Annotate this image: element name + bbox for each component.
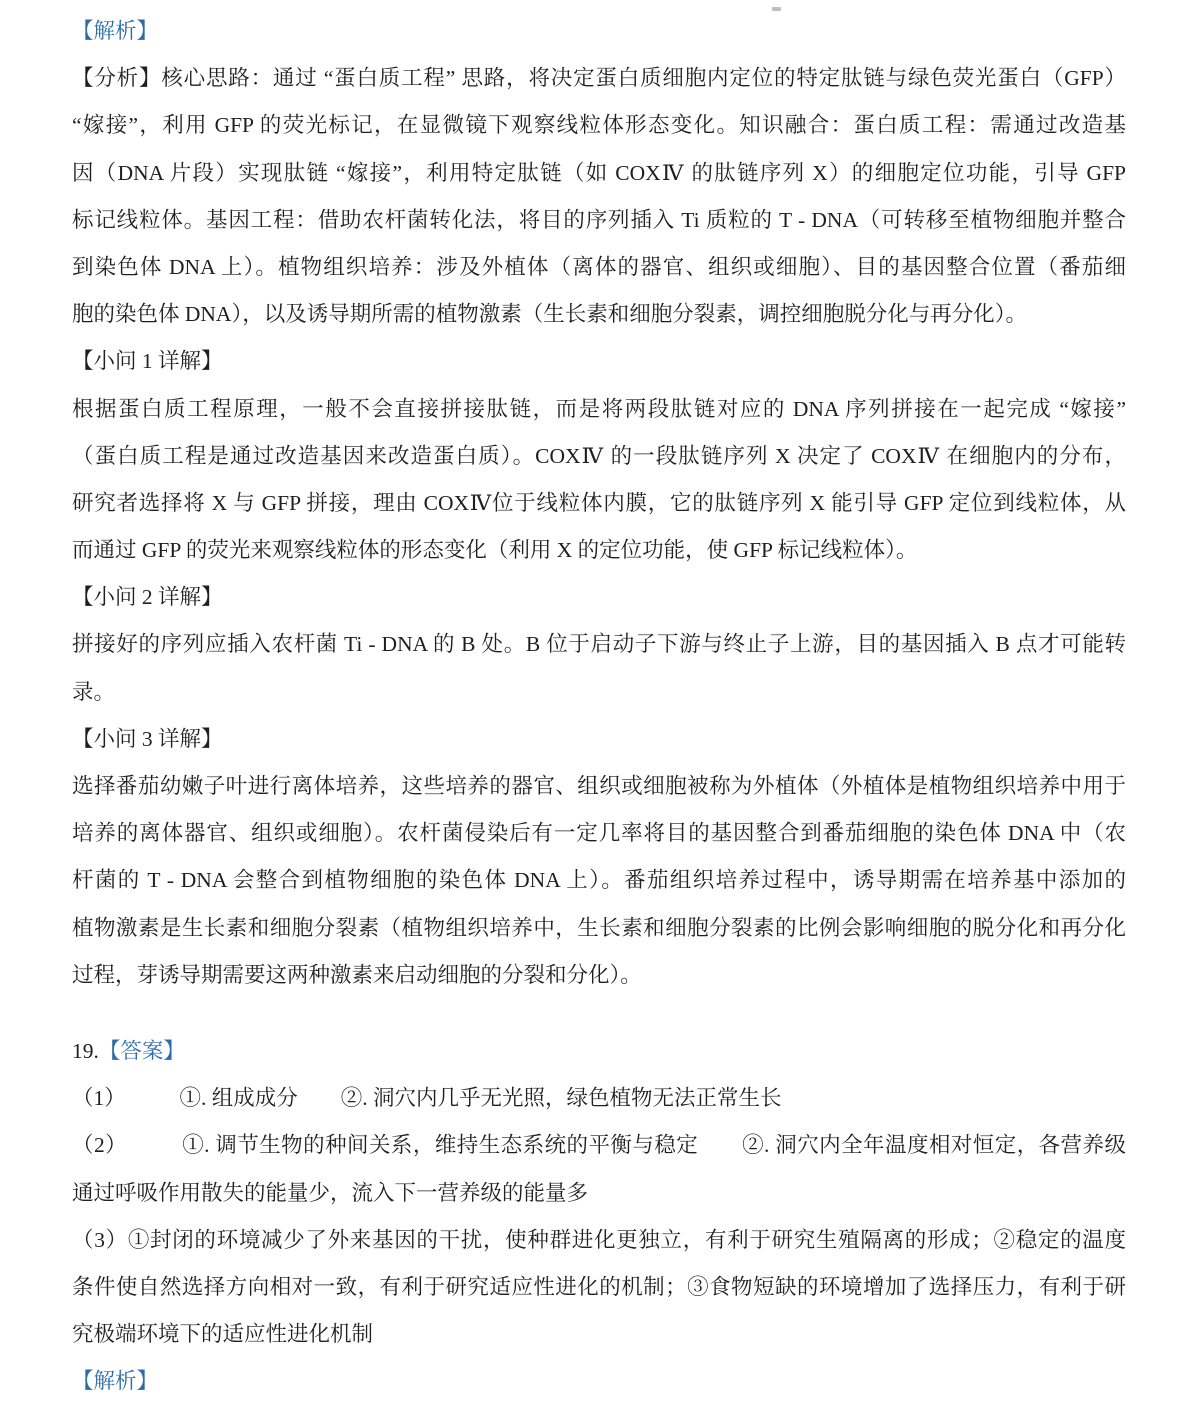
answer-3-line: 究极端环境下的适应性进化机制 [72, 1322, 374, 1347]
section-jiexi-bottom: 【解析】 [72, 1369, 159, 1394]
subquestion-1-line: （蛋白质工程是通过改造基因来改造蛋白质）。COXⅣ 的一段肽链序列 X 决定了 COXⅣ 在细胞内的分布， [72, 443, 1126, 468]
subquestion-2-heading: 【小问 2 详解】 [72, 585, 223, 610]
question-19-answer-heading [72, 1028, 1126, 1075]
answer-1-line: （1） ①. 组成成分 ②. 洞穴内几乎无光照，绿色植物无法正常生长 [72, 1086, 782, 1111]
document-page [72, 0, 1126, 1405]
answer-2-line: 通过呼吸作用散失的能量少，流入下一营养级的能量多 [72, 1180, 589, 1205]
subquestion-2-line: 录。 [72, 679, 116, 704]
subquestion-3-line: 培养的离体器官、组织或细胞）。农杆菌侵染后有一定几率将目的基因整合到番茄细胞的染色体 DNA 中（农 [72, 821, 1126, 846]
section-jiexi-top: 【解析】 [72, 19, 159, 43]
subquestion-3-line: 过程，芽诱导期需要这两种激素来启动细胞的分裂和分化）。 [72, 962, 642, 987]
analysis-line: 标记线粒体。基因工程：借助农杆菌转化法，将目的序列插入 Ti 质粒的 T - DNA（可转移至植物细胞并整合 [72, 207, 1126, 232]
subquestion-3-line: 选择番茄幼嫩子叶进行离体培养，这些培养的器官、组织或细胞被称为外植体（外植体是植物组织培养中用于 [72, 774, 1126, 798]
analysis-line: 因（DNA 片段）实现肽链 “嫁接”，利用特定肽链（如 COXⅣ 的肽链序列 X）的细胞定位功能，引导 GFP [72, 160, 1126, 185]
answer-2-line: （2） ①. 调节生物的种间关系，维持生态系统的平衡与稳定 ②. 洞穴内全年温度相对恒定，各营养级 [72, 1133, 1126, 1158]
subquestion-2-line: 拼接好的序列应插入农杆菌 Ti - DNA 的 B 处。B 位于启动子下游与终止子上游，目的基因插入 B 点才可能转 [72, 632, 1126, 657]
answer-label: 【答案】 [98, 1038, 185, 1063]
subquestion-1-line: 研究者选择将 X 与 GFP 拼接，理由 COXⅣ位于线粒体内膜，它的肽链序列 X 能引导 GFP 定位到线粒体，从 [72, 490, 1126, 515]
analysis-line: “嫁接”，利用 GFP 的荧光标记，在显微镜下观察线粒体形态变化。知识融合：蛋白质工程：需通过改造基 [72, 113, 1126, 138]
answer-3-line: 条件使自然选择方向相对一致，有利于研究适应性进化的机制；③食物短缺的环境增加了选择压力，有利于研 [72, 1274, 1126, 1299]
subquestion-3-line: 杆菌的 T - DNA 会整合到植物细胞的染色体 DNA 上）。番茄组织培养过程中，诱导期需在培养基中添加的 [72, 868, 1126, 893]
analysis-line: 到染色体 DNA 上）。植物组织培养：涉及外植体（离体的器官、组织或细胞）、目的基因整合位置（番茄细 [72, 254, 1126, 279]
subquestion-3-heading: 【小问 3 详解】 [72, 726, 223, 751]
paragraph-gap [72, 999, 1126, 1028]
answer-3-line: （3）①封闭的环境减少了外来基因的干扰，使种群进化更独立，有利于研究生殖隔离的形成；②稳定的温度 [72, 1227, 1126, 1252]
subquestion-3-line: 植物激素是生长素和细胞分裂素（植物组织培养中，生长素和细胞分裂素的比例会影响细胞的脱分化和再分化 [72, 915, 1126, 940]
analysis-line: 胞的染色体 DNA），以及诱导期所需的植物激素（生长素和细胞分裂素，调控细胞脱分化与再分化）。 [72, 302, 1027, 327]
subquestion-1-line: 而通过 GFP 的荧光来观察线粒体的形态变化（利用 X 的定位功能，使 GFP 标记线粒体）。 [72, 538, 918, 563]
analysis-line: 【分析】核心思路：通过 “蛋白质工程” 思路，将决定蛋白质细胞内定位的特定肽链与绿色荧光蛋白（GFP） [72, 66, 1126, 91]
question-number: 19. [72, 1038, 99, 1063]
subquestion-1-heading: 【小问 1 详解】 [72, 349, 223, 374]
subquestion-1-line: 根据蛋白质工程原理，一般不会直接拼接肽链，而是将两段肽链对应的 DNA 序列拼接在一起完成 “嫁接” [72, 396, 1126, 421]
